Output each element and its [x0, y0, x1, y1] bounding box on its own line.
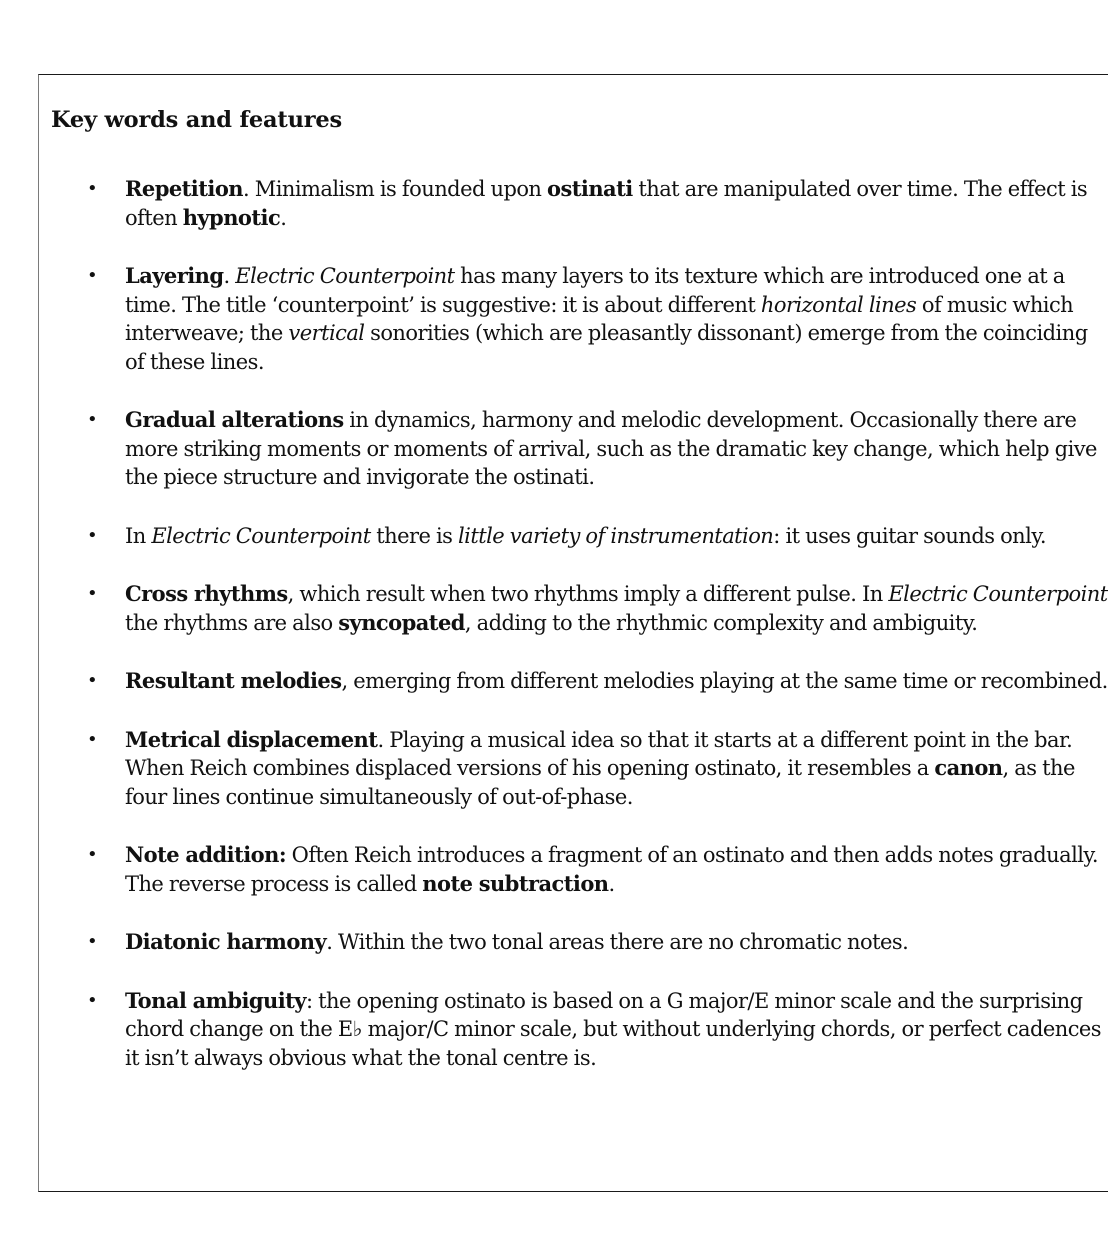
key-term: Cross rhythms [125, 581, 288, 606]
list-item-text [125, 582, 1108, 635]
bullet-icon: • [87, 178, 98, 199]
list-item-text [125, 669, 1108, 693]
list-item-text [125, 264, 1088, 374]
body-text: . Playing a musical idea so that it starts at a different point in the bar. When Reich combines displaced versions of his opening ostinato, it resembles a [125, 727, 1073, 780]
key-term: Resultant melodies [125, 668, 342, 693]
body-text: . [608, 871, 615, 896]
key-term: Gradual alterations [125, 407, 344, 432]
key-term: Diatonic harmony [125, 929, 327, 954]
body-text: sonorities (which are pleasantly dissonant) emerge from the coinciding of these lines. [125, 321, 1088, 374]
bullet-icon: • [87, 728, 98, 750]
emphasis-text: little variety of instrumentation [458, 523, 774, 548]
list-item-text [125, 524, 1046, 548]
body-text: , adding to the rhythmic complexity and ambiguity. [464, 610, 978, 635]
key-term: syncopated [338, 609, 465, 635]
bullet-icon: • [87, 931, 98, 952]
list-item-text [125, 408, 1097, 489]
key-words-box [38, 74, 1108, 1192]
bullet-icon: • [87, 844, 98, 865]
list-item-note-addition [39, 841, 1108, 898]
emphasis-text: Electric Counterpoint [151, 523, 371, 548]
list-item-text [125, 728, 1075, 809]
list-item-diatonic-harmony [39, 928, 1108, 957]
body-text: : the opening ostinato is based on a G major/E minor scale and the surprising chord change on the E♭ major/C minor scale, but without underlying chords, or perfect cadences it isn’t always obvious what the tonal centre is. [125, 988, 1102, 1070]
emphasis-text: vertical [288, 321, 365, 345]
body-text: the rhythms are also [125, 610, 339, 635]
list-item-repetition [39, 175, 1108, 232]
body-text: , which result when two rhythms imply a different pulse. In [287, 582, 889, 606]
body-text: , emerging from different melodies playing at the same time or recombined. [341, 669, 1108, 693]
bullet-icon: • [87, 409, 98, 430]
list-item-gradual-alterations [39, 406, 1108, 492]
body-text: : it uses guitar sounds only. [773, 523, 1046, 548]
list-item-resultant-melodies [39, 667, 1108, 696]
list-item-text [125, 989, 1101, 1070]
body-text: . [223, 264, 236, 288]
body-text: in dynamics, harmony and melodic development. Occasionally there are more striking moments or moments of arrival, such as the dramatic key change, which help give the piece structure and invigorate the ostinati. [125, 408, 1097, 489]
list-item-layering [39, 262, 1108, 376]
emphasis-text: Electric Counterpoint [235, 264, 455, 288]
key-term: canon [934, 755, 1003, 780]
list-item-metrical-displacement [39, 726, 1108, 812]
body-text: , as the four lines continue simultaneously of out-of-phase. [125, 756, 1075, 809]
key-term: ostinati [547, 176, 633, 201]
list-item-text [125, 843, 1098, 896]
key-term: note subtraction [422, 870, 609, 896]
key-term: Note addition: [125, 842, 287, 867]
key-words-list [39, 175, 1108, 1102]
list-item-cross-rhythms [39, 580, 1108, 637]
bullet-icon: • [87, 524, 98, 546]
body-text: . Within the two tonal areas there are no chromatic notes. [326, 930, 909, 954]
list-item-instrumentation [39, 522, 1108, 551]
key-term: Repetition [125, 176, 243, 201]
bullet-icon: • [87, 989, 98, 1011]
list-item-text [125, 177, 1087, 230]
key-term: Tonal ambiguity [125, 987, 306, 1013]
body-text: that are manipulated over time. The effect is often [125, 177, 1088, 230]
emphasis-text: Electric Counterpoint [888, 582, 1108, 606]
body-text: of music which interweave; the [125, 292, 1074, 345]
emphasis-text: horizontal lines [760, 292, 917, 317]
key-term: hypnotic [182, 204, 281, 230]
body-text: there is [370, 523, 458, 548]
key-term: Layering [125, 263, 224, 288]
list-item-text [125, 930, 908, 954]
body-text: has many layers to its texture which are introduced one at a time. The title ‘counterpoint’ is suggestive: it is about different [125, 264, 1065, 317]
section-heading: Key words and features [51, 107, 343, 133]
bullet-icon: • [87, 670, 98, 691]
body-text: . [280, 205, 287, 230]
bullet-icon: • [87, 583, 98, 604]
body-text: Often Reich introduces a fragment of an ostinato and then adds notes gradually. The reverse process is called [125, 843, 1099, 896]
body-text: In [125, 523, 152, 548]
key-term: Metrical displacement [125, 726, 378, 752]
body-text: . Minimalism is founded upon [243, 177, 548, 201]
bullet-icon: • [87, 265, 98, 286]
list-item-tonal-ambiguity [39, 987, 1108, 1073]
